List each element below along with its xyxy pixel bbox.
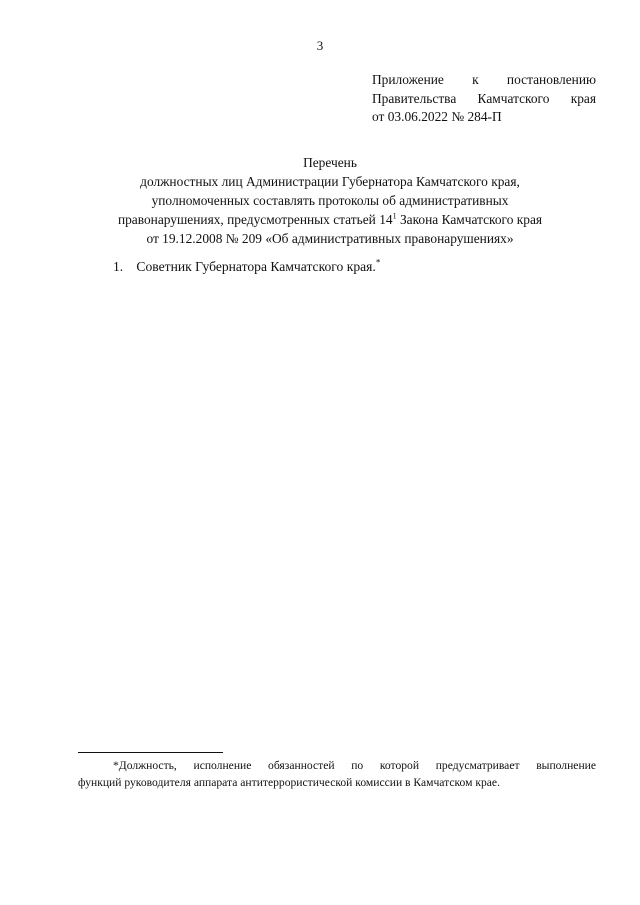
list-item [113,257,573,276]
appendix-line-3: от 03.06.2022 № 284-П [372,109,502,124]
footnote-line-2: функций руководителя аппарата антитеррористической комиссии в Камчатском крае. [78,776,500,789]
title-line-4 [60,210,600,229]
page-number: 3 [316,38,324,53]
title-line-3: уполномоченных составлять протоколы об административных [151,193,509,208]
title-line-4-text: правонарушениях, предусмотренных статьей 14 [117,212,393,227]
title-line-1: Перечень [303,155,357,170]
appendix-line-1: Приложение к постановлению [372,72,596,87]
article-superscript: 1 [392,211,397,221]
title-line-5: от 19.12.2008 № 209 «Об административных правонарушениях» [146,231,514,246]
list-item-number: 1. [113,259,124,274]
title-line-4-rest: Закона Камчатского края [396,212,543,227]
title-line-2: должностных лиц Администрации Губернатора Камчатского края, [140,174,520,189]
footnote-mark: * [375,257,381,268]
footnote [78,757,596,791]
footnote-line-1: *Должность, исполнение обязанностей по которой предусматривает выполнение [113,759,596,772]
document-title [60,153,600,248]
list-item-text: Советник Губернатора Камчатского края. [136,259,376,274]
official-list [113,257,573,276]
appendix-header [372,71,596,127]
footnote-divider [78,752,223,753]
appendix-line-2: Правительства Камчатского края [372,90,596,106]
